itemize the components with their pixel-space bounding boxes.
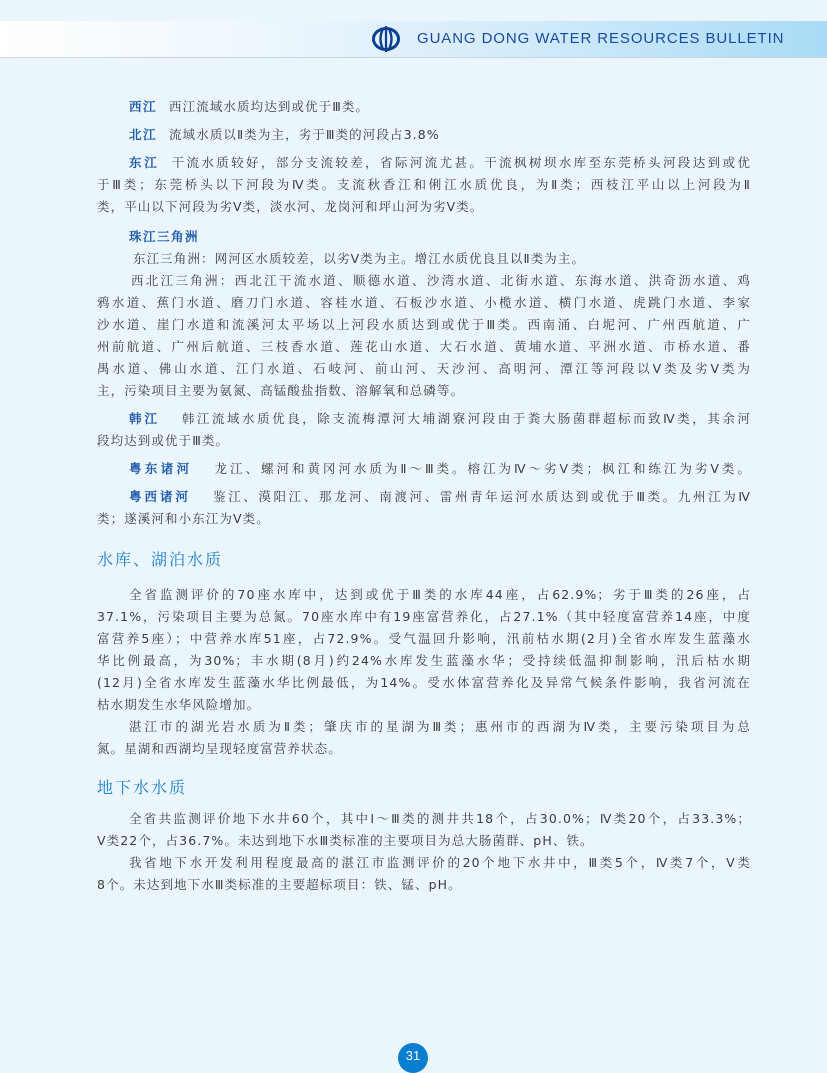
text-line: 全省共监测评价地下水井60个，其中Ⅰ～Ⅲ类的测井共18个，占30.0%；Ⅳ类20个，占33.3%；: [129, 811, 751, 826]
text-line: 全省监测评价的70座水库中，达到或优于Ⅲ类的水库44座，占62.9%；劣于Ⅲ类的26座，占: [129, 587, 751, 602]
river-paragraph-yuedong: [97, 458, 751, 480]
section-title-groundwater: 地下水水质: [97, 778, 188, 797]
river-paragraph-beijiang: [97, 124, 751, 146]
bulletin-title: GUANG DONG WATER RESOURCES BULLETIN: [417, 30, 785, 47]
text-line: 沙水道、崖门水道和流溪河太平场以上河段水质达到或优于Ⅲ类。西南涌、白坭河、广州西航道、广: [97, 317, 751, 332]
river-name-label: 北江: [129, 127, 158, 142]
text-line: (12月)全省水库发生蓝藻水华比例最低，为14%。受水体富营养化及异常气候条件影响，我省河流在: [97, 675, 751, 690]
text-line: 我省地下水开发利用程度最高的湛江市监测评价的20个地下水井中，Ⅲ类5个，Ⅳ类7个，Ⅴ类: [129, 855, 751, 870]
river-text: 西江流域水质均达到或优于Ⅲ类。: [169, 99, 370, 114]
text-line: 华比例最高，为30%；丰水期(8月)约24%水库发生蓝藻水华；受持续低温抑制影响，汛后枯水期: [97, 653, 751, 668]
guangdong-water-logo-icon: [372, 25, 400, 53]
river-text: 韩江流域水质优良，除支流梅潭河大埔湖寮河段由于粪大肠菌群超标而致Ⅳ类，其余河: [181, 411, 751, 426]
river-name-label: 粤西诸河: [129, 489, 192, 504]
page-content: [97, 96, 751, 896]
bulletin-header: [0, 21, 827, 58]
text-line: 氮。星湖和西湖均呈现轻度富营养状态。: [97, 741, 342, 756]
text-line: 西北江三角洲：西北江干流水道、顺德水道、沙湾水道、北街水道、东海水道、洪奇沥水道、鸡: [131, 273, 751, 288]
river-name-label: 东江: [129, 155, 160, 170]
text-line: 段均达到或优于Ⅲ类。: [97, 433, 230, 448]
river-paragraph-xijiang: [97, 96, 751, 118]
delta-subheading: 珠江三角洲: [129, 229, 200, 244]
section-title-reservoirs: 水库、湖泊水质: [97, 550, 224, 569]
text-line: 鸦水道、蕉门水道、磨刀门水道、容桂水道、石板沙水道、小榄水道、横门水道、虎跳门水道、李家: [97, 295, 751, 310]
text-line: Ⅴ类22个，占36.7%。未达到地下水Ⅲ类标准的主要项目为总大肠菌群、pH、铁。: [97, 833, 594, 848]
text-line: 枯水期发生水华风险增加。: [97, 697, 261, 712]
river-paragraph-yuexi: [97, 486, 751, 508]
river-name-label: 西江: [129, 99, 158, 114]
text-line: 湛江市的湖光岩水质为Ⅱ类；肇庆市的星湖为Ⅲ类；惠州市的西湖为Ⅳ类，主要污染项目为总: [129, 719, 751, 734]
text-line: 禺水道、佛山水道、江门水道、石岐河、前山河、天沙河、高明河、潭江等河段以Ⅴ类及劣Ⅴ类为: [97, 361, 751, 376]
delta-east-text: 东江三角洲：网河区水质较差，以劣Ⅴ类为主。增江水质优良且以Ⅱ类为主。: [133, 251, 586, 266]
river-paragraph-dongjiang: [97, 152, 751, 174]
text-line: 37.1%，污染项目主要为总氮。70座水库中有19座富营养化，占27.1%（其中轻度富营养14座，中度: [97, 609, 751, 624]
text-line: 于Ⅲ类；东莞桥头以下河段为Ⅳ类。支流秋香江和俐江水质优良，为Ⅱ类；西枝江平山以上河段为Ⅱ: [97, 177, 751, 192]
text-line: 富营养5座）；中营养水库51座，占72.9%。受气温回升影响，汛前枯水期(2月)全省水库发生蓝藻水: [97, 631, 751, 646]
river-name-label: 粤东诸河: [129, 461, 193, 476]
text-line: 类，平山以下河段为劣Ⅴ类，淡水河、龙岗河和坪山河为劣Ⅴ类。: [97, 199, 484, 214]
river-paragraph-hanjiang: [97, 408, 751, 430]
river-text: 干流水质较好，部分支流较差，省际河流尤甚。干流枫树坝水库至东莞桥头河段达到或优: [171, 155, 751, 170]
page-number-badge: 31: [398, 1043, 428, 1073]
river-text: 流域水质以Ⅱ类为主，劣于Ⅲ类的河段占3.8%: [169, 127, 440, 142]
text-line: 州前航道、广州后航道、三枝香水道、莲花山水道、大石水道、黄埔水道、平洲水道、市桥水道、番: [97, 339, 751, 354]
river-text: 龙江、螺河和黄冈河水质为Ⅱ～Ⅲ类。榕江为Ⅳ～劣Ⅴ类；枫江和练江为劣Ⅴ类。: [214, 461, 751, 476]
river-name-label: 韩江: [129, 411, 160, 426]
river-text: 鉴江、漠阳江、那龙河、南渡河、雷州青年运河水质达到或优于Ⅲ类。九州江为Ⅳ: [213, 489, 751, 504]
text-line: 8个。未达到地下水Ⅲ类标准的主要超标项目：铁、锰、pH。: [97, 877, 462, 892]
text-line: 类；遂溪河和小东江为Ⅴ类。: [97, 511, 270, 526]
text-line: 主，污染项目主要为氨氮、高锰酸盐指数、溶解氧和总磷等。: [97, 383, 465, 398]
